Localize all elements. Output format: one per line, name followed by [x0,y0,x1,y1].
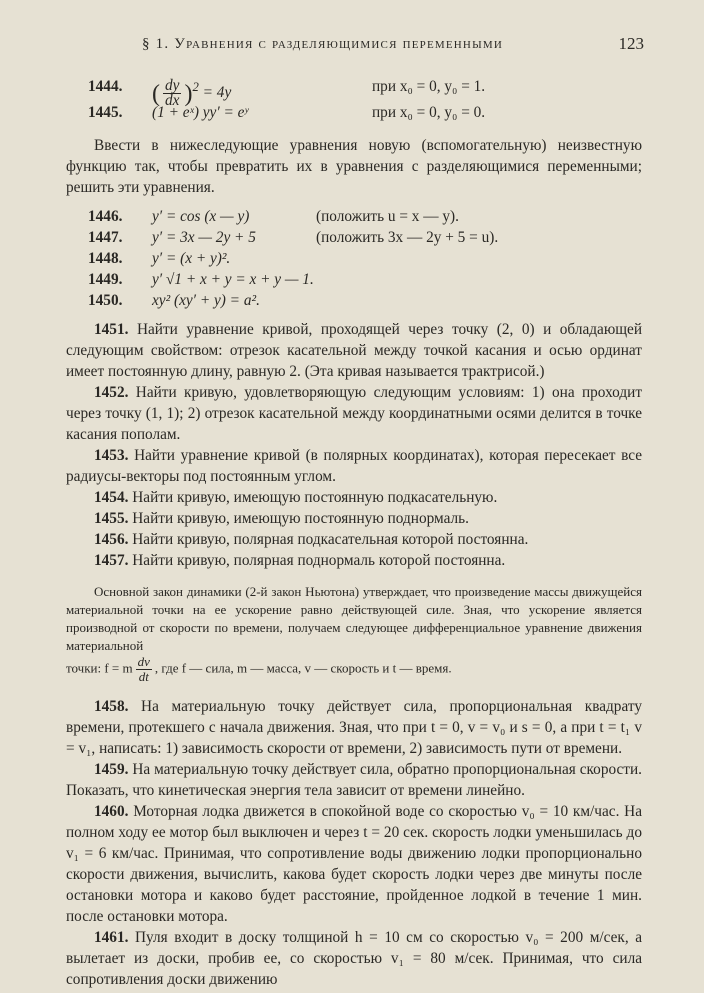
problem-1456: 1456. Найти кривую, полярная подкасательная которой постоянна. [94,531,529,548]
problem-1449 [66,269,642,290]
problem-number: 1448. [88,250,123,267]
problem-1454: 1454. Найти кривую, имеющую постоянную подкасательную. [94,489,498,506]
problem-1445 [66,102,642,123]
equation: y′ = 3x — 2y + 5 [152,229,256,246]
newton-law-note: Основной закон динамики (2-й закон Ньютона) утверждает, что произведение массы движущейся материальной точки на ее ускорение равно действующей силе. Зная, что ускорение является производной от скорости по времени, получаем следующее дифференциальное уравнение движения материальной [66,584,642,653]
problem-1446 [66,206,642,227]
substitution-hint: (положить u = x — y). [316,208,459,225]
equation: y′ = cos (x — y) [152,208,250,225]
problem-number: 1454. [94,489,129,506]
derivative-fraction: $\frac{dy}{dx}$ [165,77,180,110]
problem-number: 1455. [94,510,129,527]
initial-condition: при x₀ = 0, y₀ = 1. [372,78,486,95]
running-header [142,34,644,58]
equation: y′ √1 + x + y = x + y — 1. [152,271,314,288]
newton-law-formula: точки: f = m $\frac{dv}{dt}$ , где f — сила, m — масса, v — скорость и t — время. [66,654,452,684]
section-title: § 1. Уравнения с разделяющимися переменными [142,36,503,52]
problem-1452: 1452. Найти кривую, удовлетворяющую следующим условиям: 1) она проходит через точку (1, 1); 2) отрезок касательной между координатными осями делится в точке касания пополам. [66,384,643,443]
problem-number: 1458. [94,698,129,715]
problem-1458: 1458. На материальную точку действует сила, пропорциональная квадрату времени, протекшего с начала движения. Зная, что при t = 0, v = v₀ и s = 0, а при t = t₁ v = v₁, написать: 1) зависимость скорости от времени, 2) зависимость пути от времени. [66,698,642,757]
initial-condition: при x₀ = 0, y₀ = 0. [372,104,486,121]
problem-number: 1445. [88,104,123,121]
problem-number: 1446. [88,208,123,225]
problem-1457: 1457. Найти кривую, полярная поднормаль которой постоянна. [94,552,506,569]
problem-number: 1457. [94,552,129,569]
problem-number: 1453. [94,447,129,464]
page-number: 123 [618,34,644,53]
problem-1447 [66,227,642,248]
equation: y′ = (x + y)². [152,250,231,267]
problem-number: 1444. [88,78,123,95]
problem-number: 1447. [88,229,123,246]
problem-number: 1449. [88,271,123,288]
dv-dt-fraction: $\frac{dv}{dt}$ [137,654,150,684]
problem-1455: 1455. Найти кривую, имеющую постоянную поднормаль. [94,510,469,527]
problem-number: 1450. [88,292,123,309]
problem-1453: 1453. Найти уравнение кривой (в полярных координатах), которая пересекает все радиусы-векторы под постоянным углом. [66,447,643,485]
equation: (1 + eˣ) yy′ = eʸ [152,104,249,121]
problem-1460: 1460. Моторная лодка движется в спокойной воде со скоростью v₀ = 10 км/час. На полном ходу ее мотор был выключен и через t = 20 сек. скорость лодки уменьшилась до v₁ = 6 км/час. Принимая, что сопротивление воды движению лодки пропорционально скорости движения, вычислить, какова будет скорость лодки через две минуты после остановки мотора и каково будет расстояние, пройденное лодкой в течение 1 мин. после остановки мотора. [66,803,642,925]
problem-1444 [66,72,642,110]
exponent: 2 [192,80,199,94]
problem-number: 1456. [94,531,129,548]
problem-1450 [66,290,642,311]
problem-number: 1461. [94,929,129,946]
intro-paragraph: Ввести в нижеследующие уравнения новую (вспомогательную) неизвестную функцию так, чтобы превратить их в уравнения с разделяющимися переменными; решить эти уравнения. [66,137,642,196]
problem-number: 1459. [94,761,129,778]
problem-1448 [66,248,642,269]
equation: xy² (xy′ + y) = a². [152,292,260,309]
page-body [66,72,642,990]
problem-number: 1460. [94,803,129,820]
problem-number: 1451. [94,321,129,338]
substitution-hint: (положить 3x — 2y + 5 = u). [316,229,499,246]
problem-1451: 1451. Найти уравнение кривой, проходящей через точку (2, 0) и обладающей следующим свойством: отрезок касательной между точкой касания и осью ординат имеет постоянную длину, равную 2. (Эта кривая называется трактрисой.) [66,321,642,380]
problem-1459: 1459. На материальную точку действует сила, обратно пропорциональная скорости. Показать, что кинетическая энергия тела зависит от времени линейно. [66,761,642,799]
problem-number: 1452. [94,384,129,401]
problem-1461: 1461. Пуля входит в доску толщиной h = 10 см со скоростью v₀ = 200 м/сек, а вылетает из доски, пробив ее, со скоростью v₁ = 80 м/сек. Принимая, что сила сопротивления доски движению [66,929,643,988]
equation: ( $\frac{dy}{dx}$ )$^2$ = 4y [152,77,232,110]
